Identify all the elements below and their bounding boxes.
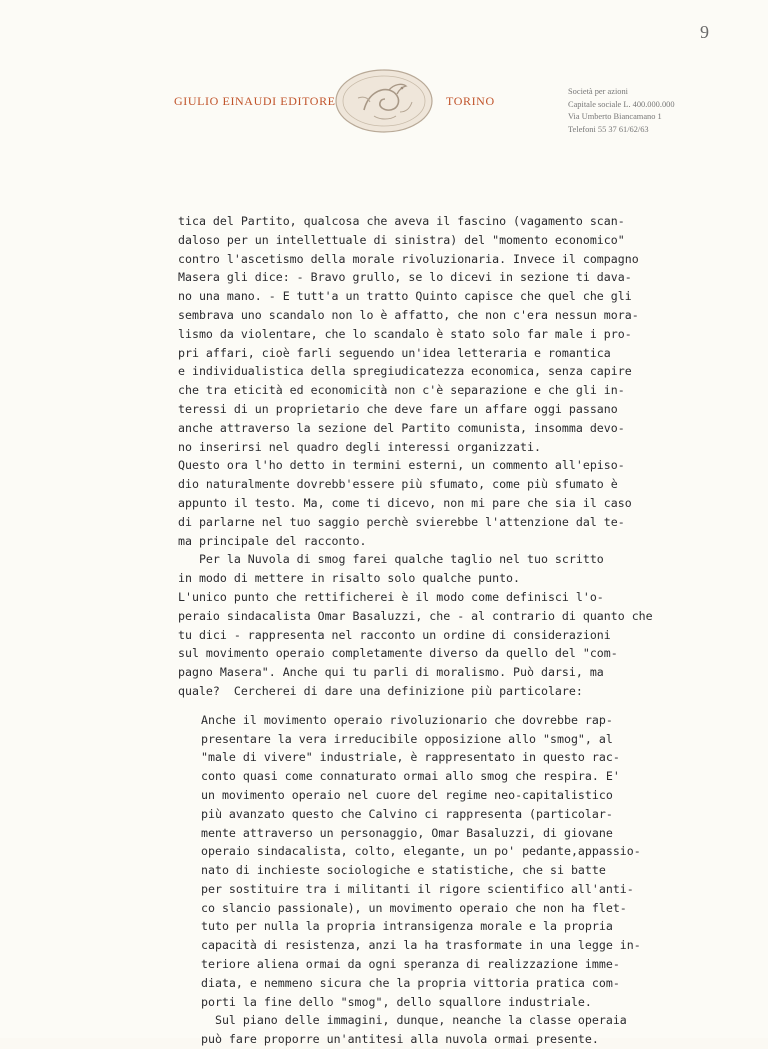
paragraph xyxy=(178,212,718,456)
quote-line: per sostituire tra i militanti il rigore scientifico all'anti- xyxy=(201,881,634,896)
text-line: ma principale del racconto. xyxy=(178,533,367,548)
text-line: che tra eticità ed economicità non c'è separazione e che gli in- xyxy=(178,383,625,398)
paragraph xyxy=(178,550,718,588)
quote-line: Anche il movimento operaio rivoluzionario che dovrebbe rap- xyxy=(201,712,613,727)
text-line: dio naturalmente dovrebb'essere più sfumato, come più sfumato è xyxy=(178,477,618,492)
quote-line: co slancio passionale), un movimento operaio che non ha flet- xyxy=(201,900,627,915)
text-line: Questo ora l'ho detto in termini esterni, un commento all'episo- xyxy=(178,458,625,473)
text-line: di parlarne nel tuo saggio perchè svierebbe l'attenzione dal te- xyxy=(178,514,625,529)
text-line: peraio sindacalista Omar Basaluzzi, che - al contrario di quanto che xyxy=(178,608,653,623)
quote-line: presentare la vera irreducibile opposizione allo "smog", al xyxy=(201,731,613,746)
company-info xyxy=(568,86,675,136)
quote-line: un movimento operaio nel cuore del regime neo-capitalistico xyxy=(201,787,613,802)
closing-paragraph xyxy=(201,1011,718,1049)
quote-line: teriore aliena ormai da ogni speranza di realizzazione imme- xyxy=(201,957,620,972)
text-line: lismo da violentare, che lo scandalo è stato solo far male i pro- xyxy=(178,326,632,341)
text-line: no inserirsi nel quadro degli interessi organizzati. xyxy=(178,439,541,454)
block-quote xyxy=(201,711,718,1012)
quote-line: operaio sindacalista, colto, elegante, un po' pedante,appassio- xyxy=(201,844,641,859)
letter-body xyxy=(178,212,718,1049)
publisher-logo-emblem xyxy=(334,68,434,134)
quote-line: mente attraverso un personaggio, Omar Basaluzzi, di giovane xyxy=(201,825,613,840)
text-line: teressi di un proprietario che deve fare un affare oggi passano xyxy=(178,401,618,416)
text-line: e individualistica della spregiudicatezza economica, senza capire xyxy=(178,364,632,379)
paragraph xyxy=(178,588,718,701)
text-line: Per la Nuvola di smog farei qualche taglio nel tuo scritto xyxy=(178,552,604,567)
quote-line: più avanzato questo che Calvino ci rappresenta (particolar- xyxy=(201,806,613,821)
quote-line: porti la fine dello "smog", dello squallore industriale. xyxy=(201,994,592,1009)
text-line: contro l'ascetismo della morale rivoluzionaria. Invece il compagno xyxy=(178,251,639,266)
quote-line: tuto per nulla la propria intransigenza morale e la propria xyxy=(201,919,613,934)
text-line: daloso per un intellettuale di sinistra) del "momento economico" xyxy=(178,232,625,247)
text-line: Sul piano delle immagini, dunque, neanche la classe operaia xyxy=(201,1013,627,1028)
quote-line: diata, e nemmeno sicura che la propria vittoria pratica com- xyxy=(201,975,620,990)
company-info-line: Società per azioni xyxy=(568,87,628,96)
quote-line: nato di inchieste sociologiche e statistiche, che si batte xyxy=(201,863,606,878)
text-line: sul movimento operaio completamente diverso da quello del "com- xyxy=(178,646,618,661)
text-line: no una mano. - E tutt'a un tratto Quinto capisce che quel che gli xyxy=(178,289,632,304)
text-line: pagno Masera". Anche qui tu parli di moralismo. Può darsi, ma xyxy=(178,665,604,680)
text-line: pri affari, cioè farli seguendo un'idea letteraria e romantica xyxy=(178,345,611,360)
company-info-line: Capitale sociale L. 400.000.000 xyxy=(568,99,675,109)
quote-line: "male di vivere" industriale, è rappresentato in questo rac- xyxy=(201,750,620,765)
text-line: in modo di mettere in risalto solo qualche punto. xyxy=(178,571,521,586)
text-line: appunto il testo. Ma, come ti dicevo, non mi pare che sia il caso xyxy=(178,495,632,510)
page-number: 9 xyxy=(700,22,709,42)
text-line: può fare proporre un'antitesi alla nuvola ormai presente. xyxy=(201,1032,599,1047)
text-line: tica del Partito, qualcosa che aveva il fascino (vagamento scan- xyxy=(178,214,625,228)
paragraph xyxy=(178,456,718,550)
company-info-line: Via Umberto Biancamano 1 xyxy=(568,112,662,122)
spacer xyxy=(178,701,718,711)
text-line: sembrava uno scandalo non lo è affatto, che non c'era nessun mora- xyxy=(178,307,639,322)
quote-line: capacità di resistenza, anzi la ha trasformate in una legge in- xyxy=(201,938,641,953)
text-line: anche attraverso la sezione del Partito comunista, insomma devo- xyxy=(178,420,625,435)
publisher-name: GIULIO EINAUDI EDITORE xyxy=(174,94,336,108)
quote-line: conto quasi come connaturato ormai allo smog che respira. E' xyxy=(201,769,620,784)
text-line: tu dici - rappresenta nel racconto un ordine di considerazioni xyxy=(178,627,611,642)
company-info-line: Telefoni 55 37 61/62/63 xyxy=(568,124,649,134)
text-line: quale? Cercherei di dare una definizione più particolare: xyxy=(178,683,583,698)
publisher-city: TORINO xyxy=(446,94,495,108)
text-line: L'unico punto che rettificherei è il modo come definisci l'o- xyxy=(178,589,604,604)
text-line: Masera gli dice: - Bravo grullo, se lo dicevi in sezione ti dava- xyxy=(178,270,632,285)
